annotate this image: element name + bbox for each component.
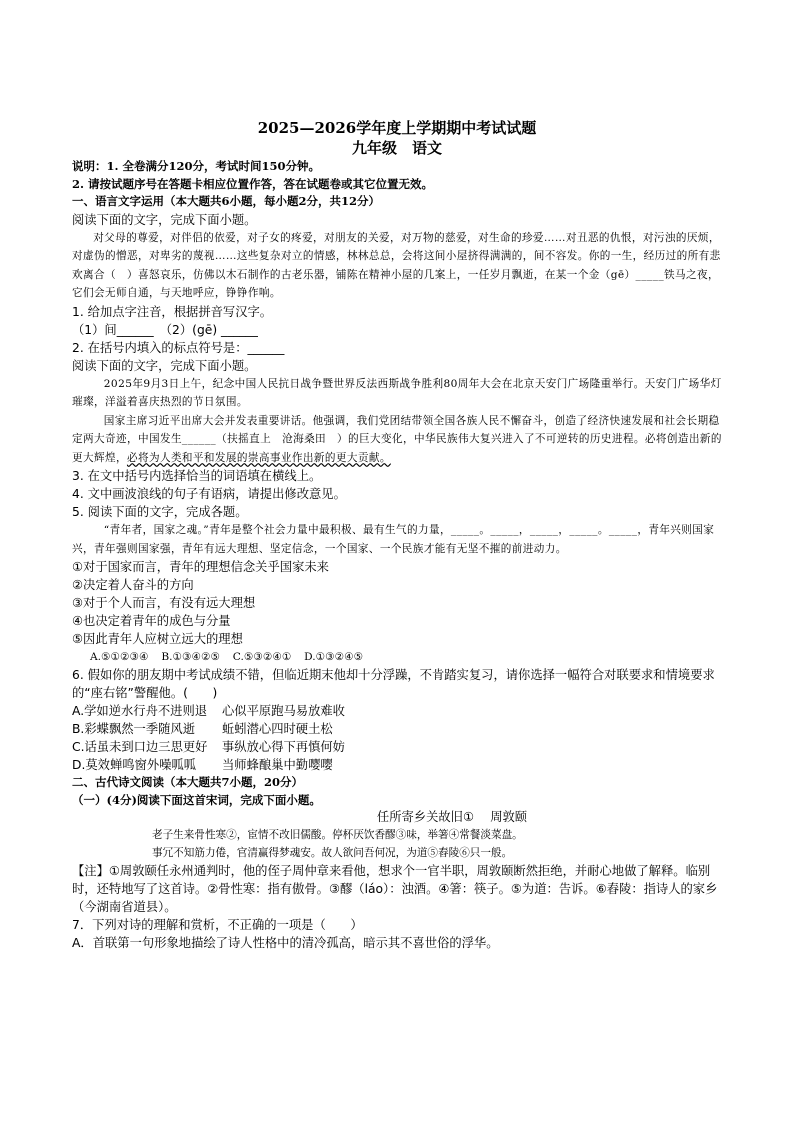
question-4: 4. 文中画波浪线的句子有语病，请提出修改意见。 [72, 487, 346, 501]
couplet-a [72, 702, 722, 720]
sentence-item-3: ③对于个人而言，有没有远大理想 [72, 596, 256, 610]
poem-line-1: 老子生来骨性寒②，宦情不改旧儒酸。停杯厌饮香醪③味，举箸④常餐淡菜盘。 [152, 829, 523, 841]
couplet-c [72, 738, 722, 756]
choice-b: B.①③④②⑤ [161, 651, 221, 663]
passage-2b-text: 国家主席习近平出席大会并发表重要讲话。他强调，我们党团结带领全国各族人民不懈奋斗，创造了经济快速发展和社会长期稳定两大奇迹，中国发生______（扶摇直上 沧海桑田 ）的巨大变化，中华民族伟大复兴进入了不可逆转的历史进程。必将创造出新的更大辉煌， [72, 414, 722, 464]
couplet-a-upper: A.学如逆水行舟不进则退 [72, 704, 208, 718]
choice-d: D.①③②④⑤ [304, 651, 364, 663]
question-3: 3. 在文中括号内选择恰当的词语填在横线上。 [72, 469, 322, 483]
couplet-c-upper: C.话虽未到口边三思更好 [72, 740, 208, 754]
exam-subtitle: 九年级 语文 [351, 139, 442, 157]
couplet-d-lower: 当师蜂酿巢中勤嘤嘤 [222, 758, 333, 772]
sentence-item-1: ①对于国家而言，青年的理想信念关乎国家未来 [72, 560, 329, 574]
question-5: 5. 阅读下面的文字，完成各题。 [72, 505, 248, 519]
couplet-c-lower: 事纵放心得下再慎何妨 [222, 740, 345, 754]
read-instruction-1: 阅读下面的文字，完成下面小题。 [72, 212, 257, 227]
exam-page [72, 118, 722, 952]
question-1: 1. 给加点字注音，根据拼音写汉字。 [72, 304, 273, 319]
couplet-b [72, 720, 722, 738]
choice-c: C.⑤③②④① [232, 651, 292, 663]
poem-title: 任所寄乡关故旧① 周敦颐 [376, 810, 528, 824]
sentence-item-2: ②决定着人奋斗的方向 [72, 578, 194, 592]
couplet-b-lower: 蚯蚓潜心四时硬土松 [222, 722, 333, 736]
poem-note: 【注】①周敦颐任永州通判时，他的侄子周仲章来看他，想求个一官半职，周敦颐断然拒绝，并耐心地做了解释。临别时，还特地写了这首诗。②骨性寒：指有傲骨。③醪（láo）：浊酒。④箸：筷子。⑤为道：告诉。⑥舂陵：指诗人的家乡（今湖南省道县）。 [72, 864, 718, 914]
wavy-sentence: 必将为人类和平和发展的崇高事业作出新的更大贡献。 [126, 451, 391, 464]
passage-3: “青年者，国家之魂。”青年是整个社会力量中最积极、最有生气的力量，_____。_____，_____，_____。_____，青年兴则国家兴，青年强则国家强，青年有远大理想、坚定信念，一个国家、一个民族才能有无坚不摧的前进动力。 [72, 524, 715, 555]
answer-choices [72, 648, 722, 666]
section2-sub1: （一）(4分)阅读下面这首宋词，完成下面小题。 [72, 792, 321, 807]
couplet-a-lower: 心似平原跑马易放难收 [222, 704, 345, 718]
poem-line-2: 事冗不知筋力倦，官清赢得梦魂安。故人欲问吾何况，为道⑤舂陵⑥只一般。 [152, 847, 513, 859]
choice-a: A.⑤①②③④ [90, 651, 149, 663]
couplet-d [72, 756, 722, 774]
question-7: 7．下列对诗的理解和赏析，不正确的一项是（ ） [72, 918, 363, 932]
couplet-b-upper: B.彩蝶飘然一季随风逝 [72, 722, 196, 736]
instruction-2: 2. 请按试题序号在答题卡相应位置作答，答在试题卷或其它位置无效。 [72, 176, 434, 191]
passage-1: 对父母的尊爱，对伴侣的依爱，对子女的疼爱，对朋友的关爱，对万物的慈爱，对生命的珍爱……对丑恶的仇恨，对污浊的厌烦，对虚伪的憎恶，对卑劣的蔑视……这些复杂对立的情感，林林总总，会将这间小屋挤得满满的，间不容发。你的一生，经历过的所有悲欢离合（ ）喜怒哀乐，仿佛以木石制作的古老乐器，铺陈在精神小屋的几案上，一任岁月飘逝，在某一个金（gē）_____铁马之夜，它们会无师自通，与天地呼应，铮铮作响。 [72, 231, 721, 299]
sentence-item-5: ⑤因此青年人应树立远大的理想 [72, 632, 243, 646]
couplet-d-upper: D.莫效蝉鸣窗外噪呱呱 [72, 758, 197, 772]
question-1-blanks: （1）间______ （2）(gē) ______ [72, 322, 258, 337]
instruction-1: 说明：1. 全卷满分120分，考试时间150分钟。 [72, 159, 321, 173]
question-7-option-a: A．首联第一句形象地描绘了诗人性格中的清冷孤高，暗示其不喜世俗的浮华。 [72, 936, 499, 950]
passage-2b [72, 412, 722, 468]
read-instruction-2: 阅读下面的文字，完成下面小题。 [72, 358, 257, 373]
question-2: 2. 在括号内填入的标点符号是：______ [72, 340, 285, 355]
sentence-item-4: ④也决定着青年的成色与分量 [72, 614, 231, 628]
passage-2a: 2025年9月3日上午，纪念中国人民抗日战争暨世界反法西斯战争胜利80周年大会在北京天安门广场隆重举行。天安门广场华灯璀璨，洋溢着喜庆热烈的节日氛围。 [72, 377, 722, 408]
question-6: 6. 假如你的朋友期中考试成绩不错，但临近期末他却十分浮躁，不肯踏实复习，请你选择一幅符合对联要求和情境要求的“座右铭”警醒他。( ) [72, 668, 715, 700]
exam-title: 2025—2026学年度上学期期中考试试题 [257, 119, 537, 137]
section1-heading: 一、语言文字运用（本大题共6小题，每小题2分，共12分） [72, 194, 381, 208]
section2-heading: 二、古代诗文阅读（本大题共7小题，20分） [72, 775, 304, 789]
